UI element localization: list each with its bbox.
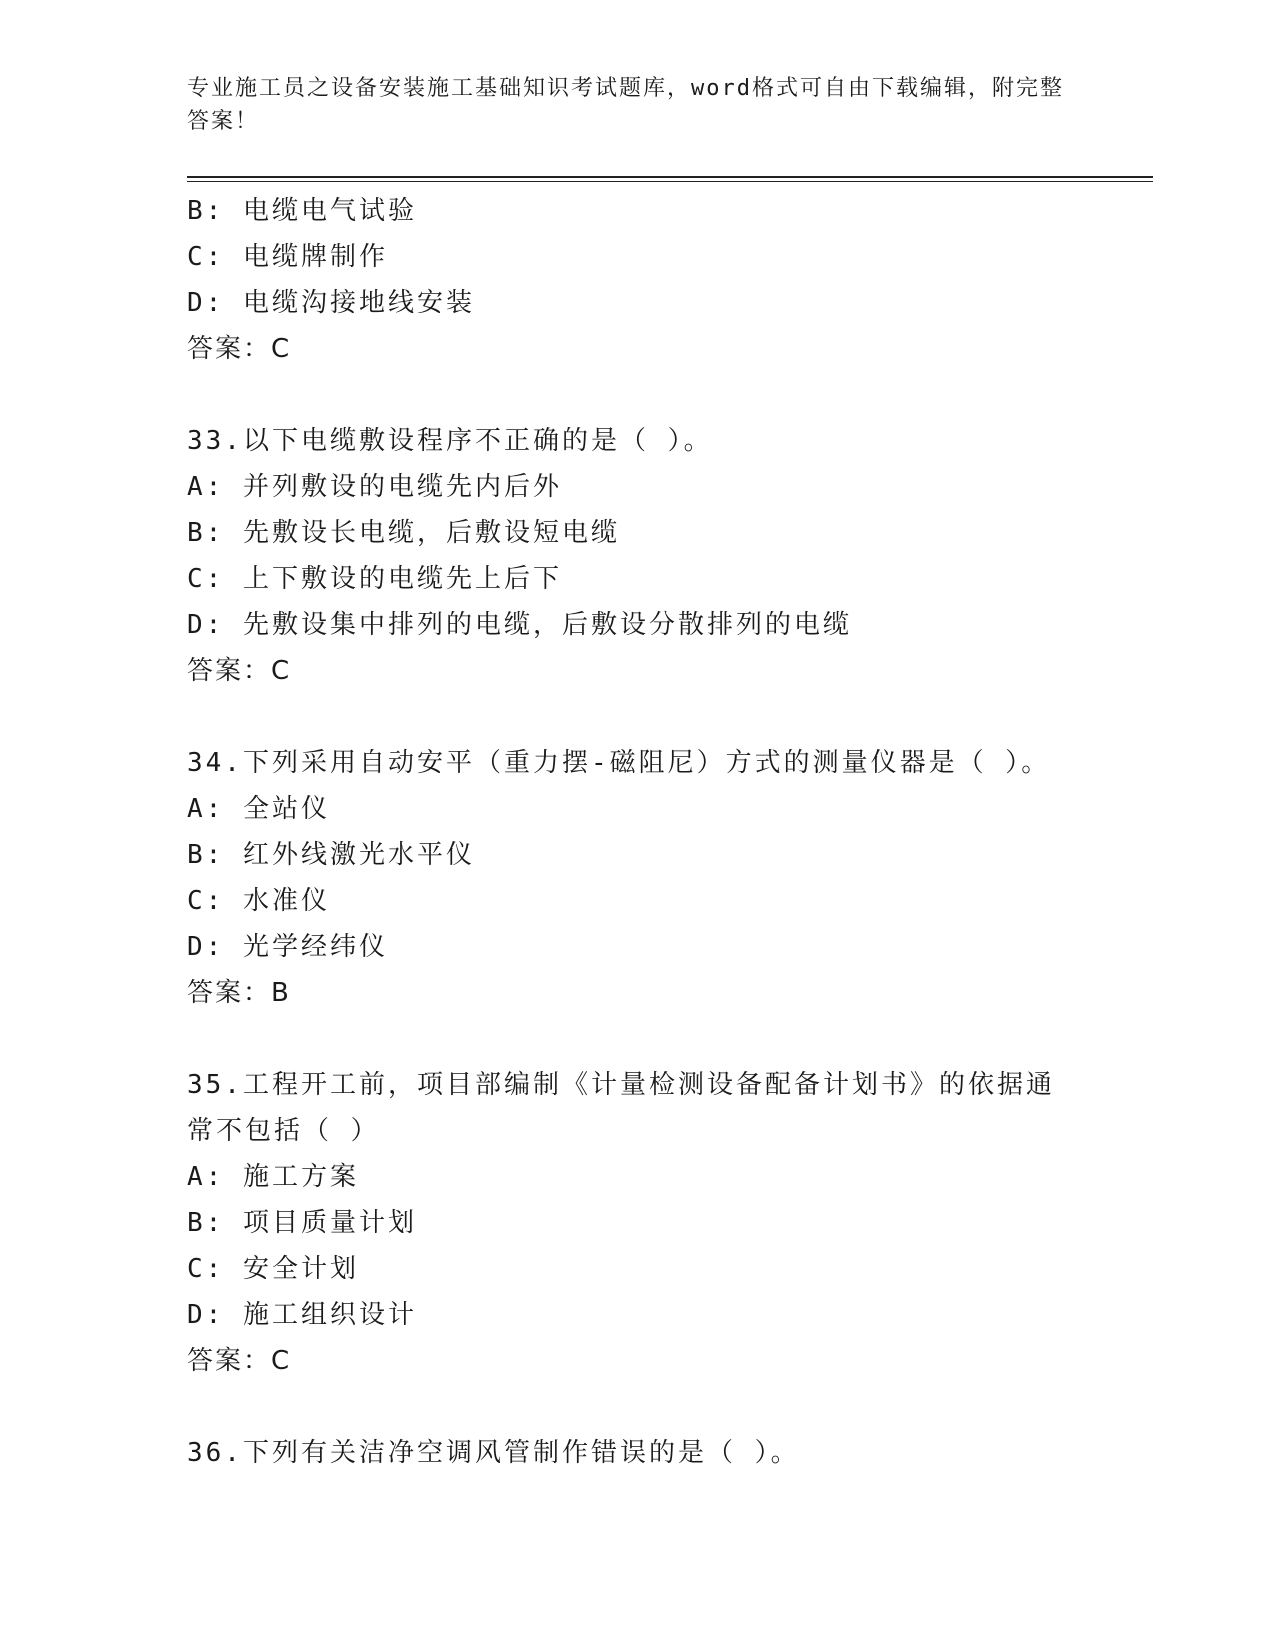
option-c: C: 电缆牌制作 bbox=[187, 242, 388, 272]
question-32-continued bbox=[187, 188, 1087, 372]
header-divider-thin bbox=[187, 181, 1153, 182]
answer-line: 答案：C bbox=[187, 334, 292, 364]
option-b: B: 电缆电气试验 bbox=[187, 196, 417, 226]
option-d: D: 电缆沟接地线安装 bbox=[187, 288, 475, 318]
question-list bbox=[187, 188, 1087, 1476]
option-b: B: 先敷设长电缆，后敷设短电缆 bbox=[187, 518, 620, 548]
spacer bbox=[187, 372, 1087, 418]
option-d: D: 光学经纬仪 bbox=[187, 932, 388, 962]
spacer bbox=[187, 1384, 1087, 1430]
question-35 bbox=[187, 1062, 1087, 1384]
option-d: D: 先敷设集中排列的电缆，后敷设分散排列的电缆 bbox=[187, 610, 852, 640]
option-a: A: 施工方案 bbox=[187, 1162, 359, 1192]
answer-line: 答案：B bbox=[187, 978, 291, 1008]
question-33 bbox=[187, 418, 1087, 694]
header-divider bbox=[187, 176, 1153, 178]
option-c: C: 上下敷设的电缆先上后下 bbox=[187, 564, 562, 594]
answer-line: 答案：C bbox=[187, 656, 292, 686]
option-a: A: 并列敷设的电缆先内后外 bbox=[187, 472, 562, 502]
question-36 bbox=[187, 1430, 1087, 1476]
question-stem: 33.以下电缆敷设程序不正确的是（ ）。 bbox=[187, 426, 713, 456]
option-c: C: 水准仪 bbox=[187, 886, 330, 916]
question-34 bbox=[187, 740, 1087, 1016]
option-c: C: 安全计划 bbox=[187, 1254, 359, 1284]
spacer bbox=[187, 1016, 1087, 1062]
answer-line: 答案：C bbox=[187, 1346, 292, 1376]
question-stem: 34.下列采用自动安平（重力摆-磁阻尼）方式的测量仪器是（ ）。 bbox=[187, 748, 1051, 778]
document-header: 专业施工员之设备安装施工基础知识考试题库，word格式可自由下载编辑，附完整答案！ bbox=[187, 76, 1064, 134]
option-b: B: 红外线激光水平仪 bbox=[187, 840, 475, 870]
option-b: B: 项目质量计划 bbox=[187, 1208, 417, 1238]
spacer bbox=[187, 694, 1087, 740]
question-stem: 35.工程开工前，项目部编制《计量检测设备配备计划书》的依据通常不包括（ ） bbox=[187, 1070, 1055, 1146]
question-stem: 36.下列有关洁净空调风管制作错误的是（ ）。 bbox=[187, 1438, 800, 1468]
option-d: D: 施工组织设计 bbox=[187, 1300, 417, 1330]
option-a: A: 全站仪 bbox=[187, 794, 330, 824]
